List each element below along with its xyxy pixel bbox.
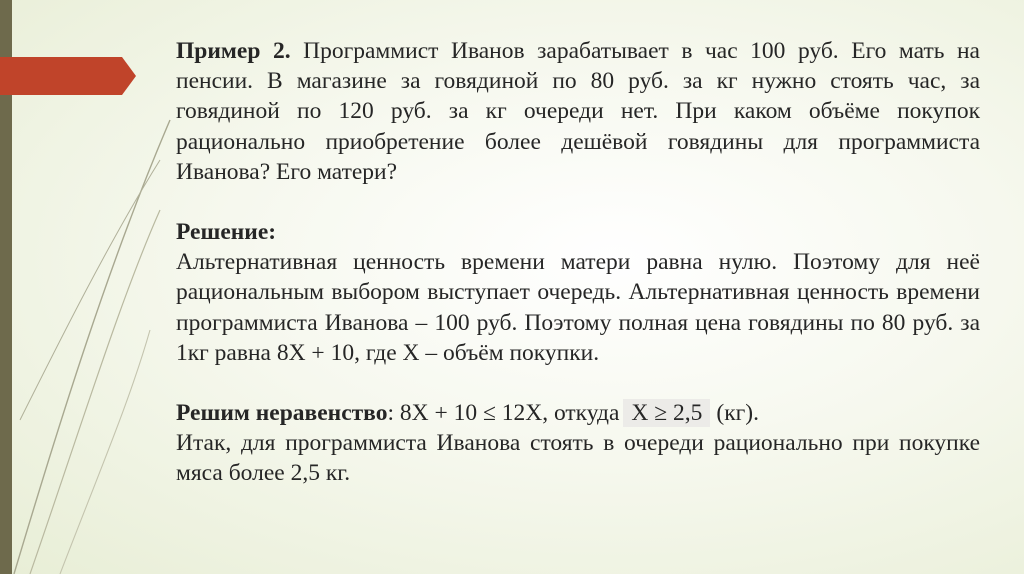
inequality-unit: (кг). <box>716 400 759 427</box>
left-decorative-bar <box>0 0 12 574</box>
inequality-line <box>176 398 980 428</box>
example-paragraph <box>176 36 980 187</box>
accent-arrow <box>0 57 136 95</box>
example-label: Пример 2. <box>176 38 291 64</box>
formula-box: X ≥ 2,5 <box>623 399 710 427</box>
inequality-text: : 8Х + 10 ≤ 12Х, откуда <box>387 400 620 427</box>
slide-content <box>176 36 980 489</box>
example-text: Программист Иванов зарабатывает в час 100 руб. Его мать на пенсии. В магазине за говядиной по 80 руб. за кг нужно стоять час, за говядиной по 120 руб. за кг очереди нет. При каком объёме покупок рационально приобретение более дешёвой говядины для программиста Иванова? Его матери? <box>176 38 980 185</box>
solution-heading: Решение: <box>176 219 277 246</box>
solution-heading-line <box>176 217 980 247</box>
solution-paragraph: Альтернативная ценность времени матери равна нулю. Поэтому для неё рациональным выбором выступает очередь. Альтернативная ценность времени программиста Иванова – 100 руб. Поэтому полная цена говядины по 80 руб. за 1кг равна 8Х + 10, где Х – объём покупки. <box>176 249 980 366</box>
inequality-label: Решим неравенство <box>176 400 388 427</box>
conclusion-paragraph: Итак, для программиста Иванова стоять в очереди рационально при покупке мяса более 2,5 кг. <box>176 430 980 487</box>
